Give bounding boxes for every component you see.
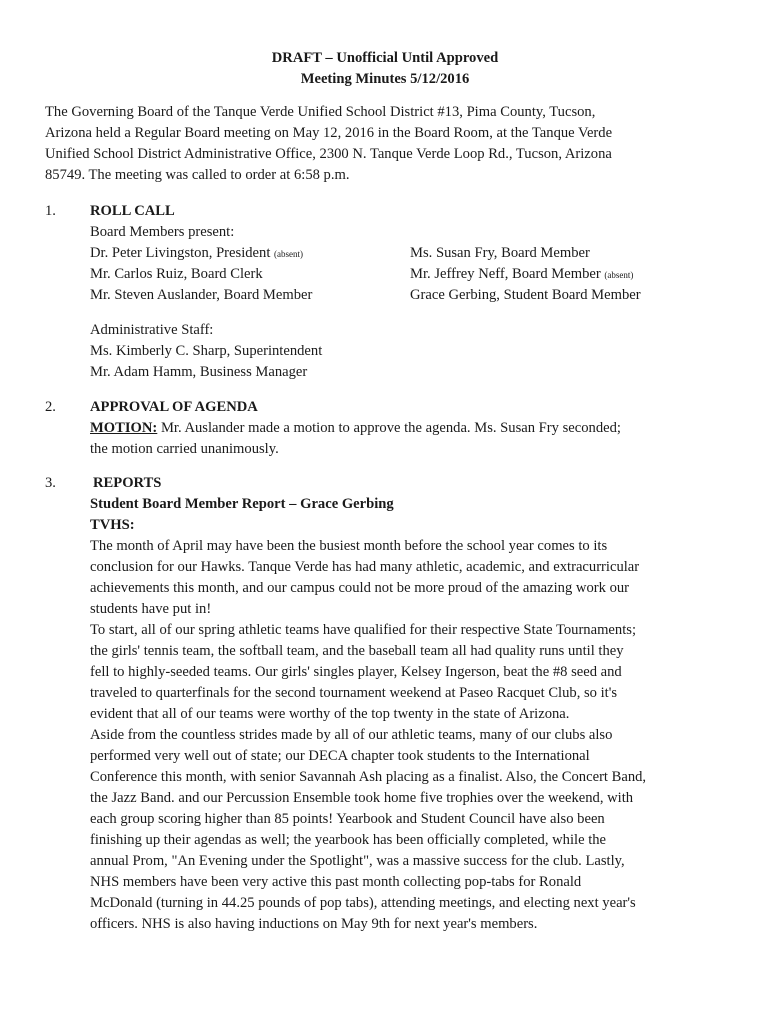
reports-heading: REPORTS [93, 475, 162, 491]
report-line: officers. NHS is also having inductions on May 9th for next year's members. [90, 916, 538, 932]
board-member: Mr. Steven Auslander, Board Member [90, 287, 313, 303]
report-line: the girls' tennis team, the softball team, and the baseball team all had quality runs until they [90, 643, 624, 659]
board-member: Ms. Susan Fry, Board Member [410, 245, 590, 261]
report-line: The month of April may have been the busiest month before the school year comes to its [90, 538, 608, 554]
section-2-number: 2. [45, 399, 56, 415]
roll-call-section [90, 201, 740, 383]
approval-section [90, 397, 740, 460]
members-row [90, 264, 740, 285]
board-member: Mr. Carlos Ruiz, Board Clerk [90, 266, 263, 282]
report-line: finishing up their agendas as well; the yearbook has been officially completed, while the [90, 832, 607, 848]
motion-line [90, 418, 740, 439]
section-1-number: 1. [45, 203, 56, 219]
report-line: NHS members have been very active this past month collecting pop-tabs for Ronald [90, 874, 582, 890]
intro-line: Unified School District Administrative Office, 2300 N. Tanque Verde Loop Rd., Tucson, Arizona [45, 146, 612, 162]
board-member: Dr. Peter Livingston, President (absent) [90, 245, 304, 261]
motion-line: the motion carried unanimously. [90, 441, 279, 457]
staff-member: Mr. Adam Hamm, Business Manager [90, 364, 308, 380]
intro-line: The Governing Board of the Tanque Verde Unified School District #13, Pima County, Tucson, [45, 104, 596, 120]
report-line: Conference this month, with senior Savannah Ash placing as a finalist. Also, the Concert Band, [90, 769, 647, 785]
board-member: Mr. Jeffrey Neff, Board Member (absent) [410, 266, 634, 282]
report-line: fell to highly-seeded teams. Our girls' singles player, Kelsey Ingerson, beat the #8 seed and [90, 664, 622, 680]
student-report-heading: Student Board Member Report – Grace Gerbing [90, 496, 394, 512]
report-line: Aside from the countless strides made by all of our athletic teams, many of our clubs also [90, 727, 613, 743]
reports-section [90, 473, 740, 935]
intro-line: 85749. The meeting was called to order at 6:58 p.m. [45, 167, 350, 183]
admin-staff-label: Administrative Staff: [90, 322, 214, 338]
motion-label: MOTION: [90, 420, 158, 436]
motion-text: Mr. Auslander made a motion to approve the agenda. Ms. Susan Fry seconded; [157, 420, 621, 436]
report-line: students have put in! [90, 601, 212, 617]
members-row [90, 285, 740, 306]
report-line: evident that all of our teams were worthy of the top twenty in the state of Arizona. [90, 706, 570, 722]
report-line: achievements this month, and our campus could not be more proud of the amazing work our [90, 580, 630, 596]
report-body [90, 536, 740, 935]
meeting-minutes-title: Meeting Minutes 5/12/2016 [300, 71, 470, 87]
report-line: the Jazz Band. and our Percussion Ensemble took home five trophies over the weekend, with [90, 790, 634, 806]
report-line: each group scoring higher than 85 points! Yearbook and Student Council have also been [90, 811, 605, 827]
draft-title: DRAFT – Unofficial Until Approved [271, 50, 499, 66]
absent-note: (absent) [604, 270, 634, 280]
section-3-number: 3. [45, 475, 56, 491]
absent-note: (absent) [274, 249, 304, 259]
members-row [90, 243, 740, 264]
report-line: McDonald (turning in 44.25 pounds of pop tabs), attending meetings, and electing next year's [90, 895, 636, 911]
staff-member: Ms. Kimberly C. Sharp, Superintendent [90, 343, 323, 359]
intro-line: Arizona held a Regular Board meeting on May 12, 2016 in the Board Room, at the Tanque Verde [45, 125, 613, 141]
board-members-label: Board Members present: [90, 224, 235, 240]
school-heading: TVHS: [90, 517, 135, 533]
roll-call-heading: ROLL CALL [90, 203, 175, 219]
board-member: Grace Gerbing, Student Board Member [410, 287, 641, 303]
intro-paragraph [45, 102, 735, 186]
approval-heading: APPROVAL OF AGENDA [90, 399, 258, 415]
report-line: conclusion for our Hawks. Tanque Verde has had many athletic, academic, and extracurricular [90, 559, 640, 575]
report-line: To start, all of our spring athletic teams have qualified for their respective State Tournaments; [90, 622, 636, 638]
report-line: performed very well out of state; our DECA chapter took students to the International [90, 748, 590, 764]
report-line: traveled to quarterfinals for the second tournament weekend at Paseo Racquet Club, so it's [90, 685, 618, 701]
report-line: annual Prom, "An Evening under the Spotlight", was a massive success for the club. Lastly, [90, 853, 625, 869]
